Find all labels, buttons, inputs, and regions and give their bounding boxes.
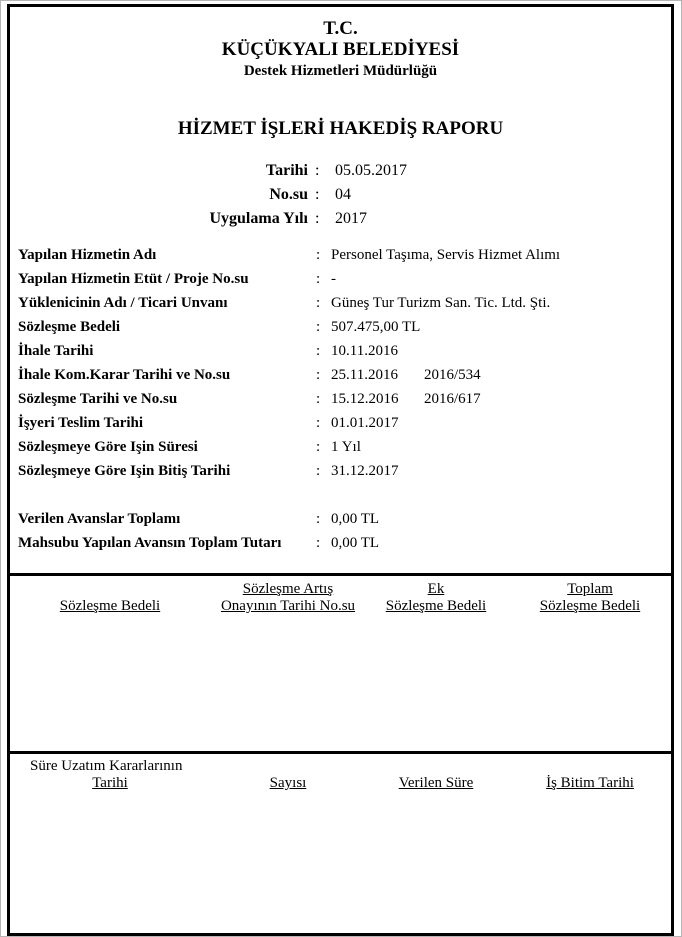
col-header-label: Tarihi bbox=[92, 775, 128, 791]
col-header-line2: Sözleşme Bedeli bbox=[539, 598, 641, 614]
detail-row bbox=[10, 367, 672, 387]
advance-row bbox=[10, 535, 672, 555]
advance-value: 0,00 TL bbox=[331, 535, 380, 551]
col-header-line2: Sözleşme Bedeli bbox=[385, 598, 487, 614]
extension-col-header bbox=[60, 775, 160, 792]
detail-value: - bbox=[331, 271, 336, 287]
advance-value: 0,00 TL bbox=[331, 511, 380, 527]
detail-label: Yapılan Hizmetin Adı bbox=[18, 247, 157, 263]
detail-label: Sözleşme Bedeli bbox=[18, 319, 121, 335]
meta-date bbox=[10, 162, 682, 182]
section-divider bbox=[10, 573, 672, 576]
contract-col-header bbox=[46, 581, 174, 615]
advance-colon: : bbox=[316, 535, 321, 551]
header-department: Destek Hizmetleri Müdürlüğü bbox=[243, 63, 438, 79]
detail-label: İhale Kom.Karar Tarihi ve No.su bbox=[18, 367, 231, 383]
col-header-line1: Sözleşme Artış bbox=[242, 581, 334, 597]
detail-colon: : bbox=[316, 247, 321, 263]
meta-colon: : bbox=[315, 210, 320, 227]
detail-value: Personel Taşıma, Servis Hizmet Alımı bbox=[331, 247, 561, 263]
detail-row bbox=[10, 295, 672, 315]
detail-value: 31.12.2017 bbox=[331, 463, 399, 479]
col-header-line1: Ek bbox=[427, 581, 445, 597]
detail-value-number: 2016/617 bbox=[424, 391, 481, 407]
meta-number bbox=[10, 186, 682, 206]
detail-row bbox=[10, 415, 672, 435]
meta-label: Uygulama Yılı bbox=[209, 210, 308, 227]
advance-colon: : bbox=[316, 511, 321, 527]
col-header-label: İş Bitim Tarihi bbox=[546, 775, 634, 791]
col-header-label: Verilen Süre bbox=[398, 775, 474, 791]
contract-col-header bbox=[210, 581, 366, 615]
detail-value: 15.12.2016 bbox=[331, 391, 399, 407]
detail-value: 01.01.2017 bbox=[331, 415, 399, 431]
detail-label: Sözleşmeye Göre Işin Süresi bbox=[18, 439, 198, 455]
detail-label: Yapılan Hizmetin Etüt / Proje No.su bbox=[18, 271, 249, 287]
detail-colon: : bbox=[316, 295, 321, 311]
extension-col-header bbox=[238, 775, 338, 792]
header-tc: T.C. bbox=[323, 18, 358, 39]
document-frame bbox=[7, 4, 674, 936]
detail-row bbox=[10, 247, 672, 267]
detail-value-number: 2016/534 bbox=[424, 367, 481, 383]
section-divider bbox=[10, 751, 672, 754]
detail-colon: : bbox=[316, 271, 321, 287]
meta-value: 05.05.2017 bbox=[335, 162, 407, 179]
detail-colon: : bbox=[316, 463, 321, 479]
detail-label: İhale Tarihi bbox=[18, 343, 94, 359]
col-header-line2: Onayının Tarihi No.su bbox=[220, 598, 356, 614]
detail-row bbox=[10, 271, 672, 291]
detail-colon: : bbox=[316, 391, 321, 407]
detail-row bbox=[10, 463, 672, 483]
advance-label: Mahsubu Yapılan Avansın Toplam Tutarı bbox=[18, 535, 282, 551]
col-header-line2: Sözleşme Bedeli bbox=[59, 598, 161, 614]
detail-colon: : bbox=[316, 367, 321, 383]
report-title: HİZMET İŞLERİ HAKEDİŞ RAPORU bbox=[177, 118, 504, 139]
extension-col-header bbox=[530, 775, 650, 792]
extension-col-header bbox=[386, 775, 486, 792]
detail-row bbox=[10, 319, 672, 339]
meta-colon: : bbox=[315, 162, 320, 179]
col-header-label: Sayısı bbox=[269, 775, 307, 791]
meta-label: Tarihi bbox=[265, 162, 308, 179]
meta-value: 04 bbox=[335, 186, 351, 203]
detail-value: 10.11.2016 bbox=[331, 343, 398, 359]
detail-value: 25.11.2016 bbox=[331, 367, 398, 383]
detail-colon: : bbox=[316, 343, 321, 359]
detail-label: Yüklenicinin Adı / Ticari Unvanı bbox=[18, 295, 228, 311]
extension-caption: Süre Uzatım Kararlarının bbox=[30, 758, 183, 774]
detail-value: 507.475,00 TL bbox=[331, 319, 421, 335]
advance-row bbox=[10, 511, 672, 531]
detail-row bbox=[10, 343, 672, 363]
meta-year bbox=[10, 210, 682, 230]
contract-col-header bbox=[376, 581, 496, 615]
header-municipality: KÜÇÜKYALI BELEDİYESİ bbox=[221, 39, 460, 60]
detail-label: Sözleşmeye Göre Işin Bitiş Tarihi bbox=[18, 463, 231, 479]
detail-label: Sözleşme Tarihi ve No.su bbox=[18, 391, 178, 407]
detail-row bbox=[10, 439, 672, 459]
col-header-line1: Toplam bbox=[567, 581, 613, 597]
detail-label: İşyeri Teslim Tarihi bbox=[18, 415, 144, 431]
detail-value: Güneş Tur Turizm San. Tic. Ltd. Şti. bbox=[331, 295, 551, 311]
detail-row bbox=[10, 391, 672, 411]
detail-colon: : bbox=[316, 439, 321, 455]
detail-colon: : bbox=[316, 319, 321, 335]
meta-label: No.su bbox=[269, 186, 308, 203]
col-header-line1 bbox=[46, 581, 174, 598]
detail-colon: : bbox=[316, 415, 321, 431]
contract-col-header bbox=[530, 581, 650, 615]
meta-value: 2017 bbox=[335, 210, 367, 227]
detail-value: 1 Yıl bbox=[331, 439, 361, 455]
meta-colon: : bbox=[315, 186, 320, 203]
advance-label: Verilen Avanslar Toplamı bbox=[18, 511, 181, 527]
